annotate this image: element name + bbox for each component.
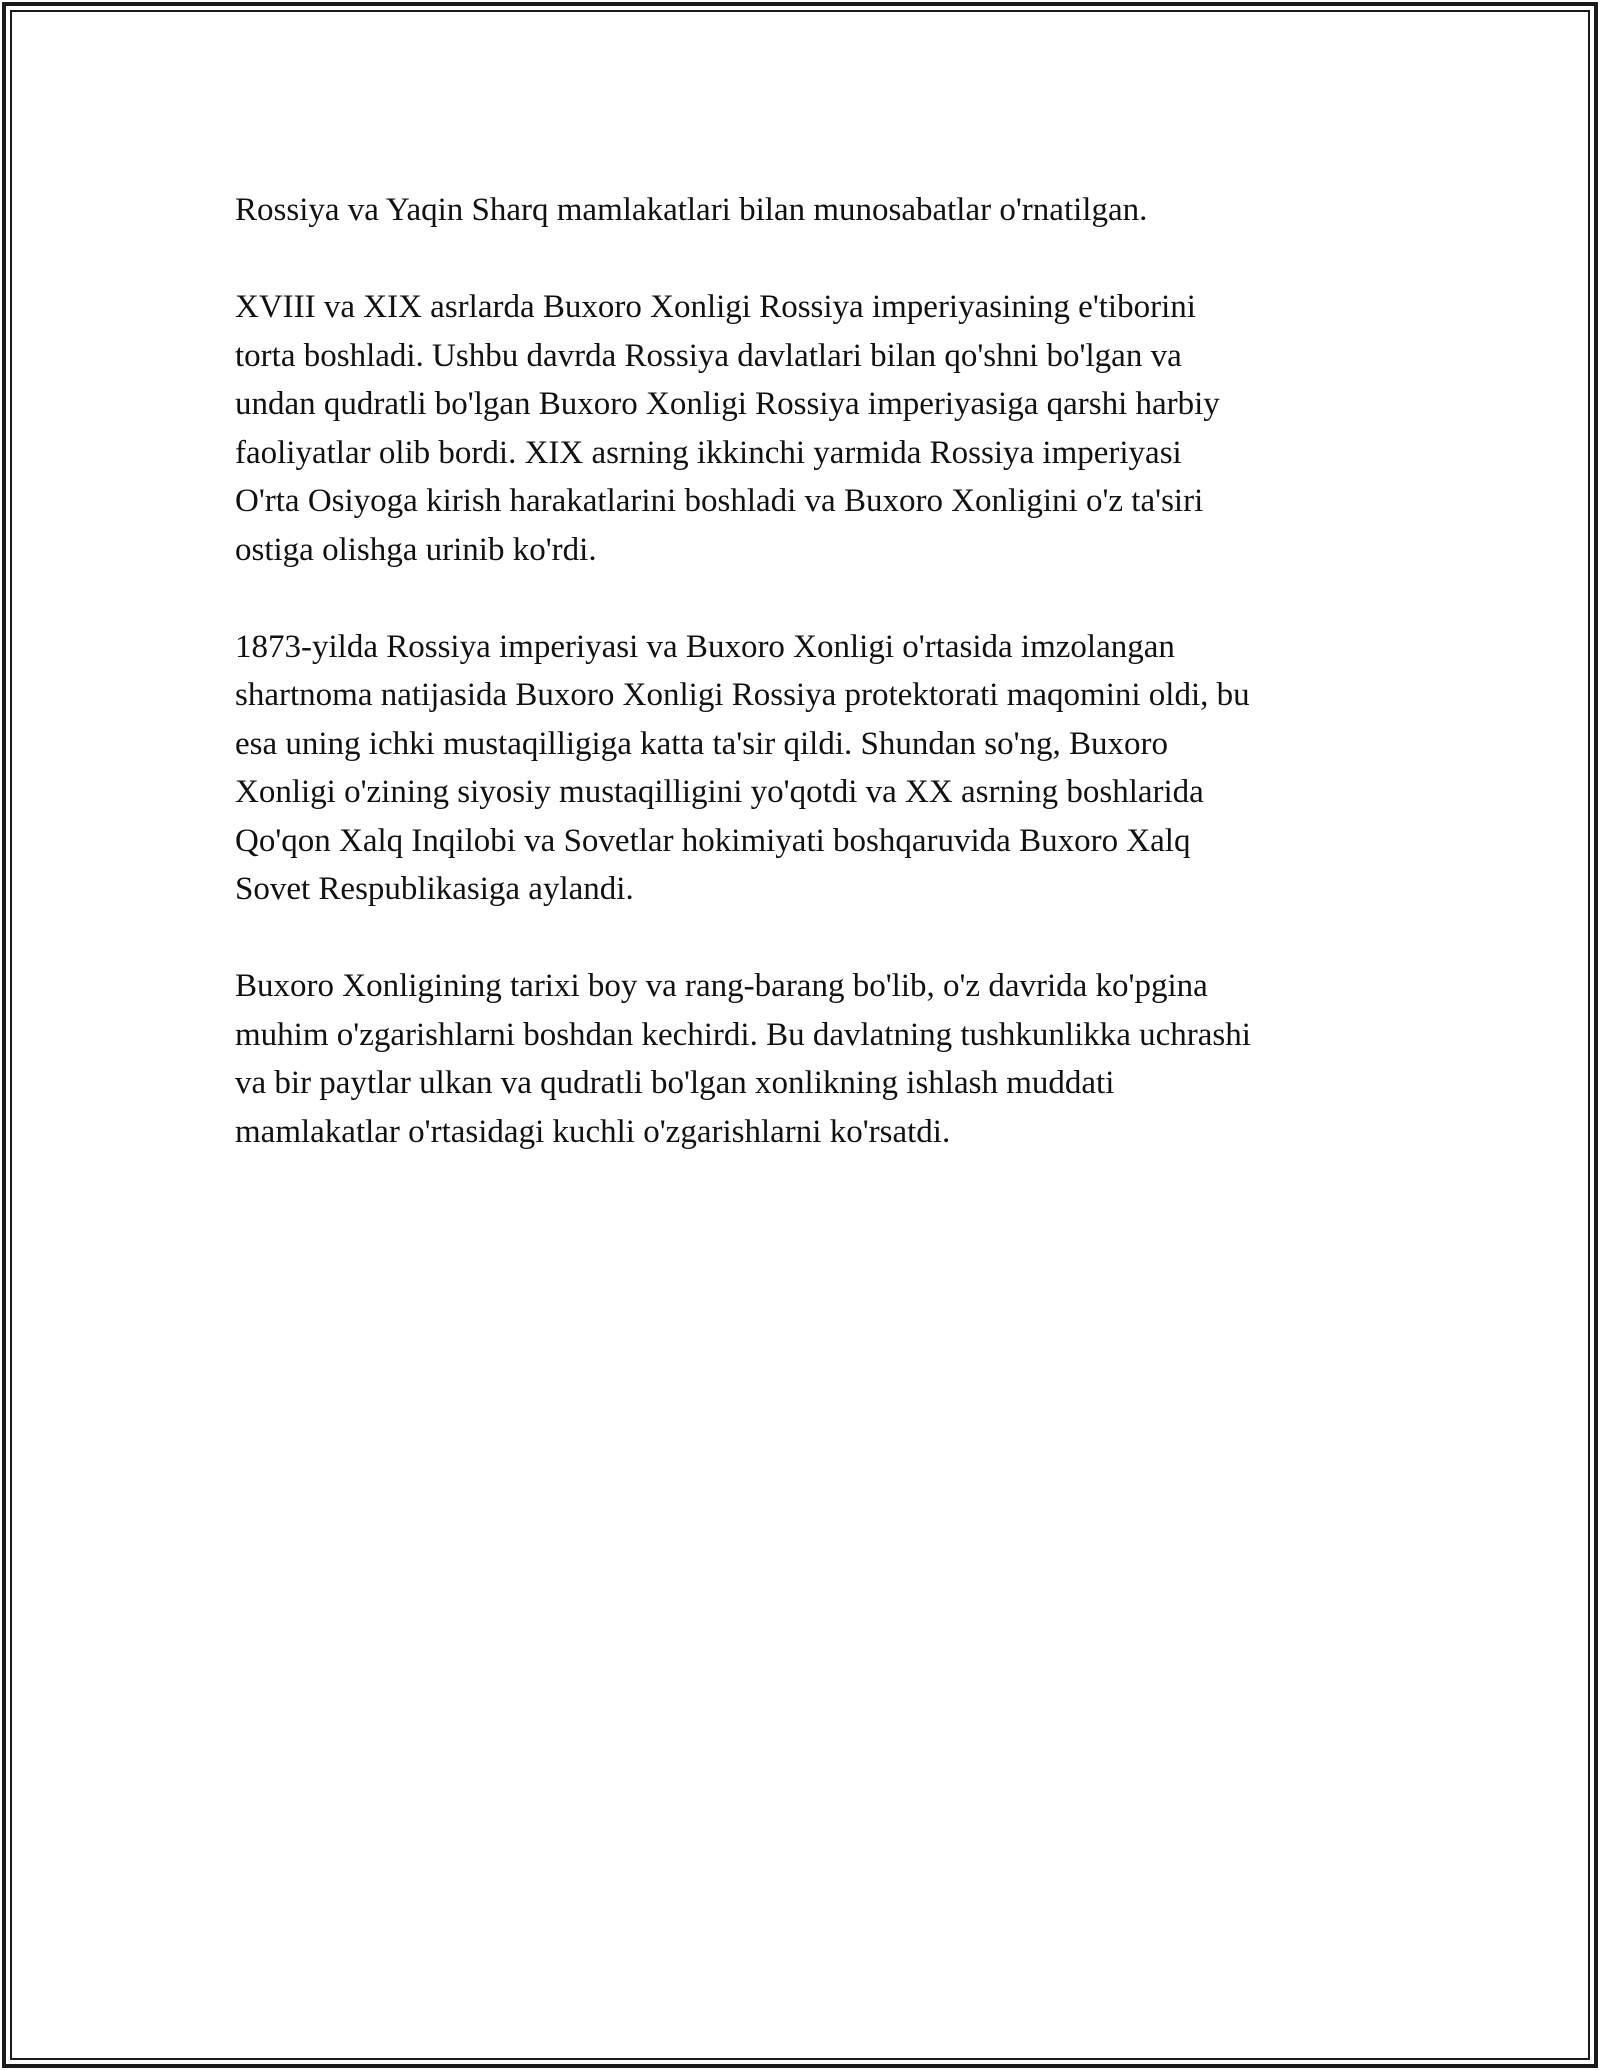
text-line: XVIII va XIX asrlarda Buxoro Xonligi Rossiya imperiyasining e'tiborini bbox=[235, 289, 1196, 325]
document-body bbox=[235, 186, 1385, 1205]
text-line: muhim o'zgarishlarni boshdan kechirdi. Bu davlatning tushkunlikka uchrashi bbox=[235, 1016, 1251, 1053]
text-line: 1873-yilda Rossiya imperiyasi va Buxoro Xonligi o'rtasida imzolangan bbox=[235, 628, 1175, 665]
text-line: O'rta Osiyoga kirish harakatlarini boshladi va Buxoro Xonligini o'z ta'siri bbox=[235, 483, 1204, 519]
text-line: undan qudratli bo'lgan Buxoro Xonligi Rossiya imperiyasiga qarshi harbiy bbox=[235, 386, 1220, 422]
text-line: faoliyatlar olib bordi. XIX asrning ikkinchi yarmida Rossiya imperiyasi bbox=[235, 434, 1182, 471]
text-line: mamlakatlar o'rtasidagi kuchli o'zgarishlarni ko'rsatdi. bbox=[235, 1113, 951, 1150]
text-line: Rossiya va Yaqin Sharq mamlakatlari bilan munosabatlar o'rnatilgan. bbox=[235, 192, 1148, 228]
text-line: shartnoma natijasida Buxoro Xonligi Rossiya protektorati maqomini oldi, bu bbox=[235, 677, 1250, 713]
text-line: Buxoro Xonligining tarixi boy va rang-barang bo'lib, o'z davrida ko'pgina bbox=[235, 968, 1208, 1004]
paragraph-4 bbox=[235, 962, 1385, 1156]
text-line: Qo'qon Xalq Inqilobi va Sovetlar hokimiyati boshqaruvida Buxoro Xalq bbox=[235, 822, 1191, 859]
text-line: va bir paytlar ulkan va qudratli bo'lgan xonlikning ishlash muddati bbox=[235, 1065, 1115, 1101]
text-line: ostiga olishga urinib ko'rdi. bbox=[235, 531, 597, 568]
paragraph-1 bbox=[235, 186, 1385, 235]
text-line: Sovet Respublikasiga aylandi. bbox=[235, 871, 634, 907]
text-line: torta boshladi. Ushbu davrda Rossiya davlatlari bilan qo'shni bo'lgan va bbox=[235, 337, 1182, 374]
text-line: Xonligi o'zining siyosiy mustaqilligini yo'qotdi va XX asrning boshlarida bbox=[235, 774, 1204, 810]
paragraph-2 bbox=[235, 283, 1385, 574]
paragraph-3 bbox=[235, 623, 1385, 914]
text-line: esa uning ichki mustaqilligiga katta ta'sir qildi. Shundan so'ng, Buxoro bbox=[235, 725, 1169, 762]
